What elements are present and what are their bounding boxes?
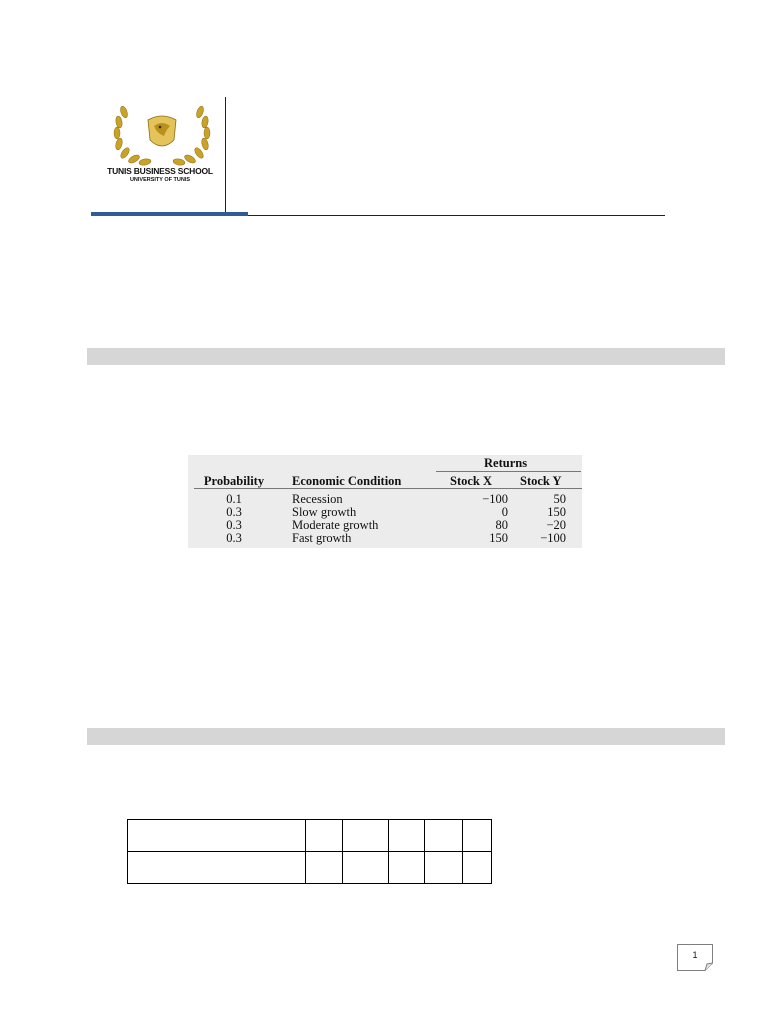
row-4-condition: Fast growth (292, 531, 352, 545)
column-header-probability: Probability (203, 474, 265, 488)
row-2-condition: Slow growth (292, 505, 357, 519)
school-name: TUNIS BUSINESS SCHOOL (107, 166, 213, 176)
grid-row-1 (128, 820, 492, 852)
row-1-condition: Recession (292, 492, 343, 506)
header-underline (194, 488, 582, 489)
grid-cell (128, 852, 306, 884)
row-3-stock-x: 80 (495, 518, 508, 532)
row-1-stock-y: 50 (553, 492, 566, 506)
column-header-stock-x: Stock X (450, 474, 493, 488)
section-bar-2 (87, 728, 725, 745)
grid-cell (343, 820, 389, 852)
row-3-condition: Moderate growth (292, 518, 379, 532)
page-number: 1 (692, 950, 698, 960)
row-1-stock-x: −100 (482, 492, 508, 506)
grid-cell (389, 852, 425, 884)
row-4-probability: 0.3 (226, 531, 242, 545)
row-4-stock-y: −100 (540, 531, 566, 545)
grid-cell (425, 852, 463, 884)
column-header-condition: Economic Condition (292, 474, 402, 488)
row-2-probability: 0.3 (226, 505, 242, 519)
grid-row-2 (128, 852, 492, 884)
empty-grid-table (127, 819, 492, 884)
grid-cell (463, 820, 492, 852)
grid-cell (306, 820, 343, 852)
grid-cell (389, 820, 425, 852)
row-2-stock-y: 150 (547, 505, 566, 519)
grid-cell (343, 852, 389, 884)
returns-group-header: Returns (484, 456, 528, 470)
row-3-probability: 0.3 (226, 518, 242, 532)
returns-table (188, 455, 582, 548)
row-1-probability: 0.1 (226, 492, 242, 506)
row-3-stock-y: −20 (546, 518, 566, 532)
row-2-stock-x: 0 (501, 505, 508, 519)
grid-cell (128, 820, 306, 852)
column-header-stock-y: Stock Y (520, 474, 562, 488)
grid-cell (425, 820, 463, 852)
header-vertical-divider (225, 97, 226, 214)
header-horizontal-rule (248, 215, 665, 216)
row-4-stock-x: 150 (489, 531, 508, 545)
section-bar-1 (87, 348, 725, 365)
university-name: UNIVERSITY OF TUNIS (129, 177, 191, 183)
header-accent-rule (91, 212, 248, 216)
grid-cell (463, 852, 492, 884)
returns-underline (436, 471, 581, 472)
grid-cell (306, 852, 343, 884)
